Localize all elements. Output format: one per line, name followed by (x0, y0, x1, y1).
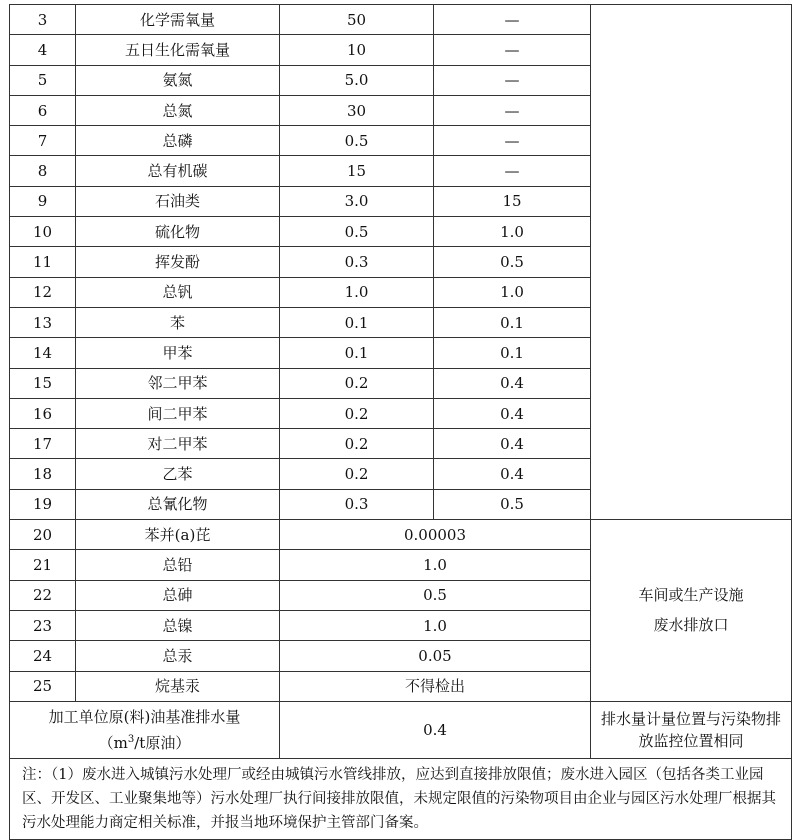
row-number: 16 (10, 398, 76, 428)
pollutant-name: 苯 (76, 307, 280, 337)
indirect-limit: 0.4 (434, 459, 591, 489)
monitoring-location-line1: 车间或生产设施 (638, 586, 744, 605)
pollutant-name: 氨氮 (76, 65, 280, 95)
baseline-label-line1: 加工单位原(料)油基准排水量 (48, 707, 241, 726)
pollutant-name: 总铅 (76, 550, 280, 580)
direct-limit: 5.0 (280, 65, 434, 95)
direct-limit: 0.1 (280, 338, 434, 368)
indirect-limit: — (434, 156, 591, 186)
pollutant-name: 总氰化物 (76, 489, 280, 519)
location-cell-empty (591, 5, 792, 520)
direct-limit: 0.3 (280, 247, 434, 277)
row-number: 10 (10, 217, 76, 247)
direct-limit: 10 (280, 35, 434, 65)
row-number: 23 (10, 610, 76, 640)
limit-value: 1.0 (280, 550, 591, 580)
baseline-unit (10, 730, 279, 756)
row-number: 19 (10, 489, 76, 519)
note-row (10, 758, 792, 839)
indirect-limit: 1.0 (434, 277, 591, 307)
monitoring-location-line2: 废水排放口 (653, 616, 729, 635)
row-number: 17 (10, 429, 76, 459)
indirect-limit: — (434, 95, 591, 125)
pollutant-name: 总镍 (76, 610, 280, 640)
row-number: 15 (10, 368, 76, 398)
indirect-limit: 1.0 (434, 217, 591, 247)
row-number: 20 (10, 520, 76, 550)
baseline-value: 0.4 (280, 701, 591, 758)
row-number: 25 (10, 671, 76, 701)
row-number: 11 (10, 247, 76, 277)
indirect-limit: 0.1 (434, 338, 591, 368)
direct-limit: 0.5 (280, 217, 434, 247)
direct-limit: 0.2 (280, 429, 434, 459)
baseline-label (10, 701, 280, 758)
baseline-location: 排水量计量位置与污染物排放监控位置相同 (591, 701, 792, 758)
row-number: 22 (10, 580, 76, 610)
table-body (10, 5, 792, 840)
pollutant-name: 硫化物 (76, 217, 280, 247)
limit-value: 1.0 (280, 610, 591, 640)
indirect-limit: 0.5 (434, 489, 591, 519)
direct-limit: 15 (280, 156, 434, 186)
pollutant-name: 总砷 (76, 580, 280, 610)
row-number: 6 (10, 95, 76, 125)
table-row (10, 520, 792, 550)
row-number: 8 (10, 156, 76, 186)
row-number: 7 (10, 126, 76, 156)
table-note: 注：（1）废水进入城镇污水处理厂或经由城镇污水管线排放，应达到直接排放限值；废水进入园区（包括各类工业园区、开发区、工业聚集地等）污水处理厂执行间接排放限值，未规定限值的污染物项目由企业与园区污水处理厂根据其污水处理能力商定相关标准，并报当地环境保护主管部门备案。 (10, 758, 792, 839)
row-number: 18 (10, 459, 76, 489)
indirect-limit: — (434, 5, 591, 35)
pollutant-name: 总汞 (76, 641, 280, 671)
indirect-limit: 0.5 (434, 247, 591, 277)
standards-table-container (9, 4, 791, 840)
row-number: 4 (10, 35, 76, 65)
baseline-unit-superscript: 3 (127, 733, 135, 745)
direct-limit: 0.2 (280, 398, 434, 428)
pollutant-name: 总有机碳 (76, 156, 280, 186)
direct-limit: 0.1 (280, 307, 434, 337)
indirect-limit: 15 (434, 186, 591, 216)
pollutant-name: 总钒 (76, 277, 280, 307)
pollutant-name: 总磷 (76, 126, 280, 156)
indirect-limit: 0.4 (434, 429, 591, 459)
limit-value: 不得检出 (280, 671, 591, 701)
row-number: 3 (10, 5, 76, 35)
direct-limit: 0.2 (280, 368, 434, 398)
pollutant-name: 石油类 (76, 186, 280, 216)
direct-limit: 0.2 (280, 459, 434, 489)
direct-limit: 3.0 (280, 186, 434, 216)
direct-limit: 0.5 (280, 126, 434, 156)
pollutant-name: 挥发酚 (76, 247, 280, 277)
pollutant-name: 苯并(a)芘 (76, 520, 280, 550)
direct-limit: 1.0 (280, 277, 434, 307)
table-row (10, 5, 792, 35)
pollutant-name: 间二甲苯 (76, 398, 280, 428)
row-number: 13 (10, 307, 76, 337)
baseline-discharge-row (10, 701, 792, 758)
indirect-limit: — (434, 126, 591, 156)
row-number: 9 (10, 186, 76, 216)
indirect-limit: 0.4 (434, 368, 591, 398)
pollutant-name: 邻二甲苯 (76, 368, 280, 398)
row-number: 21 (10, 550, 76, 580)
monitoring-location (591, 520, 792, 702)
pollutant-name: 乙苯 (76, 459, 280, 489)
indirect-limit: 0.1 (434, 307, 591, 337)
direct-limit: 0.3 (280, 489, 434, 519)
row-number: 5 (10, 65, 76, 95)
pollutant-name: 化学需氧量 (76, 5, 280, 35)
indirect-limit: — (434, 35, 591, 65)
row-number: 24 (10, 641, 76, 671)
pollutant-name: 五日生化需氧量 (76, 35, 280, 65)
baseline-unit-suffix: /t原油） (134, 733, 191, 752)
row-number: 12 (10, 277, 76, 307)
row-number: 14 (10, 338, 76, 368)
indirect-limit: 0.4 (434, 398, 591, 428)
pollutant-name: 烷基汞 (76, 671, 280, 701)
direct-limit: 30 (280, 95, 434, 125)
baseline-unit-prefix: （m (98, 733, 128, 752)
limit-value: 0.5 (280, 580, 591, 610)
limit-value: 0.00003 (280, 520, 591, 550)
direct-limit: 50 (280, 5, 434, 35)
pollutant-name: 总氮 (76, 95, 280, 125)
pollutant-name: 甲苯 (76, 338, 280, 368)
pollutant-limits-table (9, 4, 792, 840)
pollutant-name: 对二甲苯 (76, 429, 280, 459)
limit-value: 0.05 (280, 641, 591, 671)
indirect-limit: — (434, 65, 591, 95)
